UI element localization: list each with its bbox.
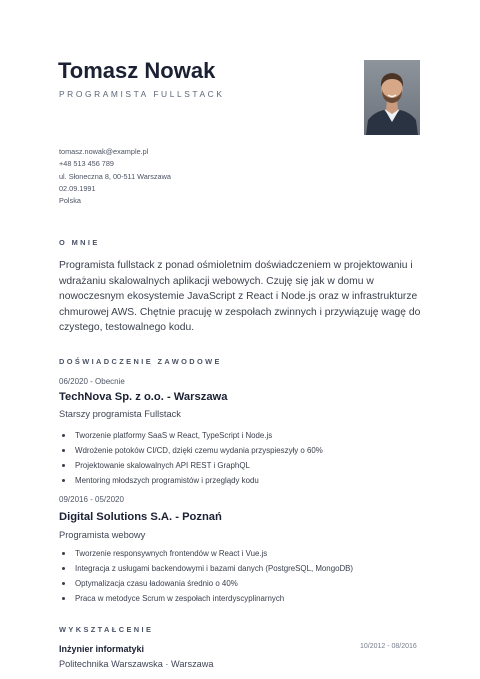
list-item [59, 576, 353, 591]
bullet-icon [62, 464, 65, 467]
education-heading: WYKSZTAŁCENIE [59, 625, 154, 634]
job-bullets [59, 546, 353, 606]
contact-country: Polska [59, 196, 81, 206]
bullet-icon [62, 434, 65, 437]
contact-address: ul. Słoneczna 8, 00-511 Warszawa [59, 171, 171, 181]
list-item-text: Tworzenie responsywnych frontendów w React i Vue.js [75, 549, 268, 558]
job-company: TechNova Sp. z o.o. - Warszawa [59, 391, 228, 403]
portrait-icon [364, 60, 420, 135]
list-item [59, 546, 353, 561]
job-bullets [59, 428, 323, 488]
candidate-name: Tomasz Nowak [58, 58, 216, 83]
list-item-text: Tworzenie platformy SaaS w React, TypeScript i Node.js [75, 431, 273, 440]
list-item-text: Mentoring młodszych programistów i przeglądy kodu [75, 476, 259, 485]
bullet-icon [62, 449, 65, 452]
list-item [59, 473, 323, 488]
list-item-text: Optymalizacja czasu ładowania średnio o 40% [75, 579, 238, 588]
list-item [59, 428, 323, 443]
bullet-icon [62, 479, 65, 482]
contact-block [59, 146, 171, 207]
bullet-icon [62, 597, 65, 600]
list-item-text: Wdrożenie potoków CI/CD, dzięki czemu wydania przyspieszyły o 60% [75, 446, 323, 455]
experience-heading: DOŚWIADCZENIE ZAWODOWE [59, 357, 222, 366]
list-item [59, 458, 323, 473]
about-text: Programista fullstack z ponad ośmioletnim doświadczeniem w projektowaniu i wdrażaniu skalowalnych aplikacji webowych. Czuję się jak w domu w nowoczesnym ekosystemie JavaScript z React i Node.js oraz w infrastrukturze chmurowej AWS. Chętnie pracuję w zespołach zwinnych i przywiązuję wagę do czystego, testowalnego kodu. [59, 260, 421, 333]
list-item [59, 591, 353, 606]
list-item [59, 561, 353, 576]
about-heading: O MNIE [59, 238, 100, 247]
bullet-icon [62, 552, 65, 555]
job-period: 09/2016 - 05/2020 [59, 495, 124, 504]
job-title: PROGRAMISTA FULLSTACK [59, 89, 225, 99]
list-item-text: Integracja z usługami backendowymi i bazami danych (PostgreSQL, MongoDB) [75, 564, 354, 573]
bullet-icon [62, 582, 65, 585]
contact-email[interactable]: tomasz.nowak@example.pl [59, 147, 149, 156]
list-item [59, 443, 323, 458]
job-role: Starszy programista Fullstack [59, 409, 181, 419]
job-role: Programista webowy [59, 530, 146, 540]
job-period: 06/2020 - Obecnie [59, 377, 125, 386]
education-dates: 10/2012 - 08/2016 [360, 643, 417, 650]
bullet-icon [62, 567, 65, 570]
list-item-text: Projektowanie skalowalnych API REST i GraphQL [75, 461, 250, 470]
education-school: Politechnika Warszawska · Warszawa [59, 659, 214, 669]
education-degree: Inżynier informatyki [59, 644, 145, 654]
list-item-text: Praca w metodyce Scrum w zespołach interdyscyplinarnych [75, 594, 285, 603]
contact-birthdate: 02.09.1991 [59, 183, 96, 193]
job-company: Digital Solutions S.A. - Poznań [59, 511, 222, 523]
profile-photo [364, 60, 420, 135]
contact-phone: +48 513 456 789 [59, 159, 114, 169]
